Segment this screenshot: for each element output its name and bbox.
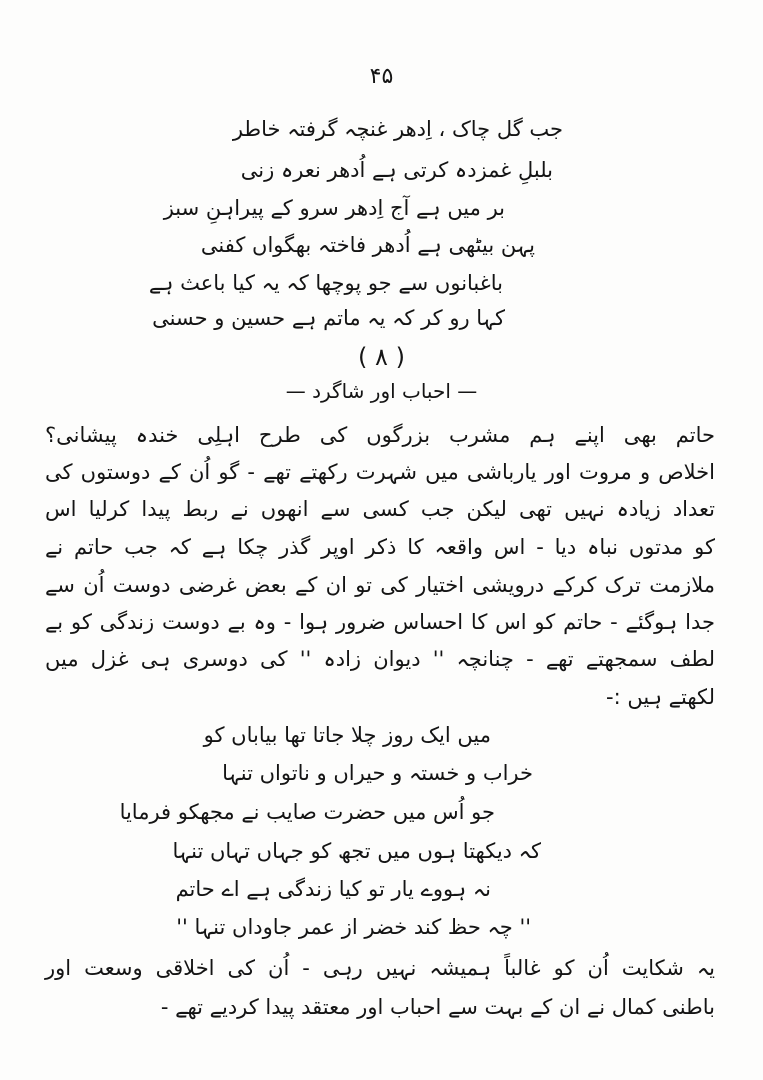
paragraph1-line-7: لطف سمجھتے تھے - چنانچہ '' دیوان زادہ '' کی دوسری ہی غزل میں [45,647,715,671]
poem2-line-1: میں ایک روز چلا جاتا تھا بیاباں کو [203,723,491,747]
poem2-line-5: نہ ہووے یار تو کیا زندگی ہے اے حاتم [175,877,491,901]
paragraph1-line-1: حاتم بھی اپنے ہم مشرب بزرگوں کی طرح اہلِی خندہ پیشانی؟ [45,423,715,447]
paragraph2-line-1: یہ شکایت اُن کو غالباً ہمیشہ نہیں رہی - اُن کی اخلاقی وسعت اور [45,956,715,980]
poem1-line-6: کہا رو کر کہ یہ ماتم ہے حسین و حسنی [152,306,505,330]
paragraph1-line-8: لکھتے ہیں :- [606,685,715,709]
poem1-line-1: جب گل چاک ، اِدھر غنچہ گرفتہ خاطر [232,117,563,141]
paragraph1-line-2: اخلاص و مروت اور یارباشی میں شہرت رکھتے تھے - گو اُن کے دوستوں کی [45,460,715,484]
paragraph1-line-3: تعداد زیادہ نہیں تھی لیکن جب کسی سے انھوں نے ربط پیدا کرلیا اس [45,497,715,521]
page-number: ۴۵ [369,64,394,89]
poem2-line-2: خراب و خستہ و حیراں و ناتواں تنہا [222,761,533,785]
paragraph1-line-6: جدا ہوگئے - حاتم کو اس کا احساس ضرور ہوا - وہ بے دوست زندگی کو بے [45,610,715,634]
poem1-line-5: باغبانوں سے جو پوچھا کہ یہ کیا باعث ہے [148,271,503,295]
section-number: ( ۸ ) [358,343,405,371]
poem2-line-6: '' چہ حظ کند خضر از عمر جاوداں تنہا '' [176,915,531,939]
poem1-line-3: بر میں ہے آج اِدھر سرو کے پیراہنِ سبز [163,196,505,220]
paragraph1-line-4: کو مدتوں نباہ دیا - اس واقعہ کا ذکر اوپر گذر چکا ہے کہ جب حاتم نے [45,535,715,559]
poem1-line-4: پہن بیٹھی ہے اُدھر فاختہ بھگواں کفنی [200,233,535,257]
poem1-line-2: بلبلِ غمزدہ کرتی ہے اُدھر نعرہ زنی [240,158,553,182]
poem2-line-4: کہ دیکھتا ہوں میں تجھ کو جہاں تہاں تنہا [172,839,541,863]
paragraph1-line-5: ملازمت ترک کرکے درویشی اختیار کی تو ان کے بعض غرضی دوست اُن سے [45,573,715,597]
paragraph2-line-2: باطنی کمال نے ان کے بہت سے احباب اور معتقد پیدا کردیے تھے - [160,995,715,1019]
section-title: — احباب اور شاگرد — [285,379,478,403]
poem2-line-3: جو اُس میں حضرت صایب نے مجھکو فرمایا [119,800,495,824]
